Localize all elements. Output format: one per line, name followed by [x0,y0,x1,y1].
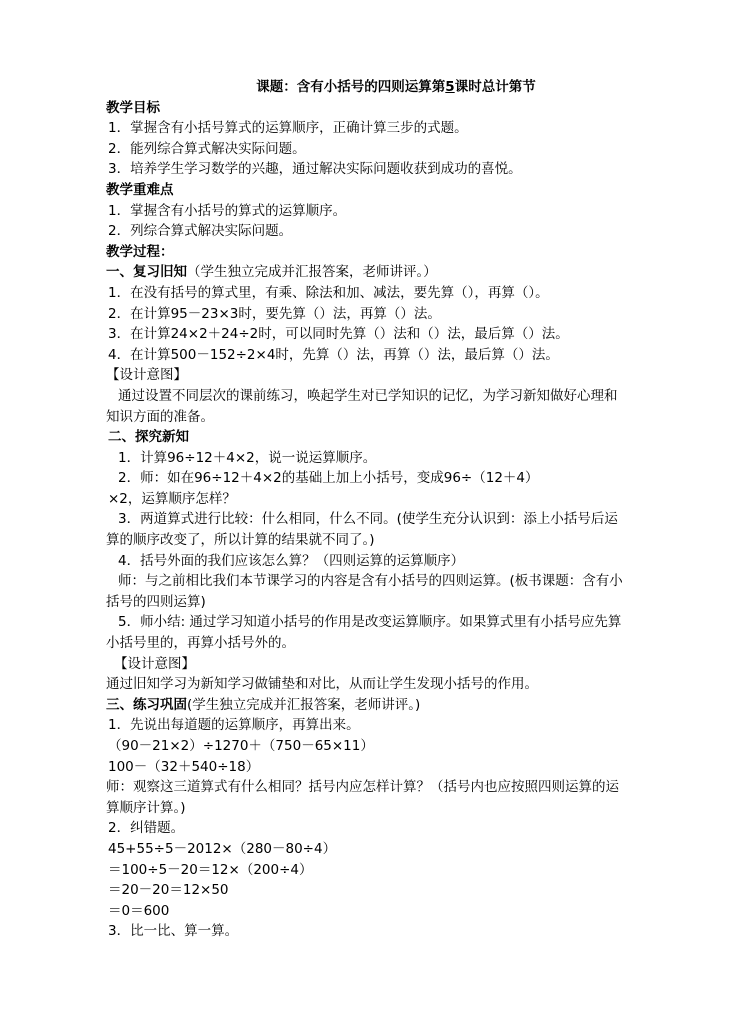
design-intent-label: 【设计意图】 [114,655,195,672]
section3-header [106,695,646,716]
section1-note: （学生独立完成并汇报答案，老师讲评。） [187,264,437,281]
explore-item: 4．括号外面的我们应该怎么算？（四则运算的运算顺序） [118,552,465,569]
teacher-remark: 师：观察这三道算式有什么相同？括号内应怎样计算？（括号内也应按照四则运算的运算顺序计算。) [106,779,619,816]
section2-heading: 二、探究新知 [108,429,189,446]
design-intent-label: 【设计意图】 [106,367,187,384]
document-page [106,77,646,942]
practice-item: 3．比一比、算一算。 [108,923,239,940]
explore-item: 5．师小结: 通过学习知道小括号的作用是改变运算顺序。如果算式里有小括号应先算小括号里的，再算小括号外的。 [106,614,622,652]
keypoints-heading: 教学重难点 [106,181,174,198]
title-prefix: 课题：含有小括号的四则运算第 [256,79,446,95]
practice-item: 1．先说出每道题的运算顺序，再算出来。 [108,717,360,734]
explore-item-continued: ×2，运算顺序怎样？ [108,490,236,507]
goal-item: 2．能列综合算式解决实际问题。 [108,140,306,157]
process-heading: 教学过程： [106,243,174,260]
review-item: 2．在计算95－23×3时，要先算（）法，再算（）法。 [108,305,441,322]
keypoint-item: 1．掌握含有小括号的算式的运算顺序。 [108,202,347,219]
design-intent-text: 通过旧知学习为新知学习做铺垫和对比，从而让学生发现小括号的作用。 [106,676,538,693]
section1-heading: 一、复习旧知 [106,264,187,281]
explore-item: 3．两道算式进行比较：什么相同，什么不同。(使学生充分认识到：添上小括号后运算的顺序改变了，所以计算的结果就不同了。) [106,511,618,549]
error-line: 45+55÷5－2012×（280－80÷4） [108,840,337,857]
title-lesson-number: 5 [445,79,455,95]
goal-item: 1．掌握含有小括号算式的运算顺序，正确计算三步的式题。 [108,120,468,137]
review-item: 4．在计算500－152÷2×4时，先算（）法，再算（）法，最后算（）法。 [108,346,559,363]
keypoint-item: 2．列综合算式解决实际问题。 [108,223,293,240]
error-line: ＝100÷5－20＝12×（200÷4） [108,861,313,878]
explore-item: 1．计算96÷12＋4×2，说一说运算顺序。 [118,449,377,466]
section1-header [106,262,646,283]
review-item: 3．在计算24×2＋24÷2时，可以同时先算（）法和（）法，最后算（）法。 [108,326,569,343]
title-suffix: 课时总计第节 [454,79,536,95]
teacher-remark: 师：与之前相比我们本节课学习的内容是含有小括号的四则运算。(板书课题：含有小括号的四则运算) [106,573,623,610]
design-intent-text: 通过设置不同层次的课前练习，唤起学生对已学知识的记忆，为学习新知做好心理和知识方面的准备。 [106,387,618,425]
error-line: ＝20－20＝12×50 [108,882,229,899]
section3-note: (学生独立完成并汇报答案，老师讲评。) [187,696,421,713]
practice-expression: （90－21×2）÷1270＋（750－65×11） [108,738,374,754]
practice-item: 2．纠错题。 [108,820,185,837]
goals-heading: 教学目标 [106,99,160,116]
section3-heading: 三、练习巩固 [106,696,187,713]
practice-expression: 100－（32＋540÷18） [108,758,260,775]
error-line: ＝0＝600 [108,902,170,919]
goal-item: 3．培养学生学习数学的兴趣，通过解决实际问题收获到成功的喜悦。 [108,161,522,178]
review-item: 1．在没有括号的算式里，有乘、除法和加、减法，要先算（），再算（）。 [108,284,549,301]
explore-item: 2．师：如在96÷12＋4×2的基础上加上小括号，变成96÷（12＋4） [118,470,539,487]
page-title [146,77,646,98]
